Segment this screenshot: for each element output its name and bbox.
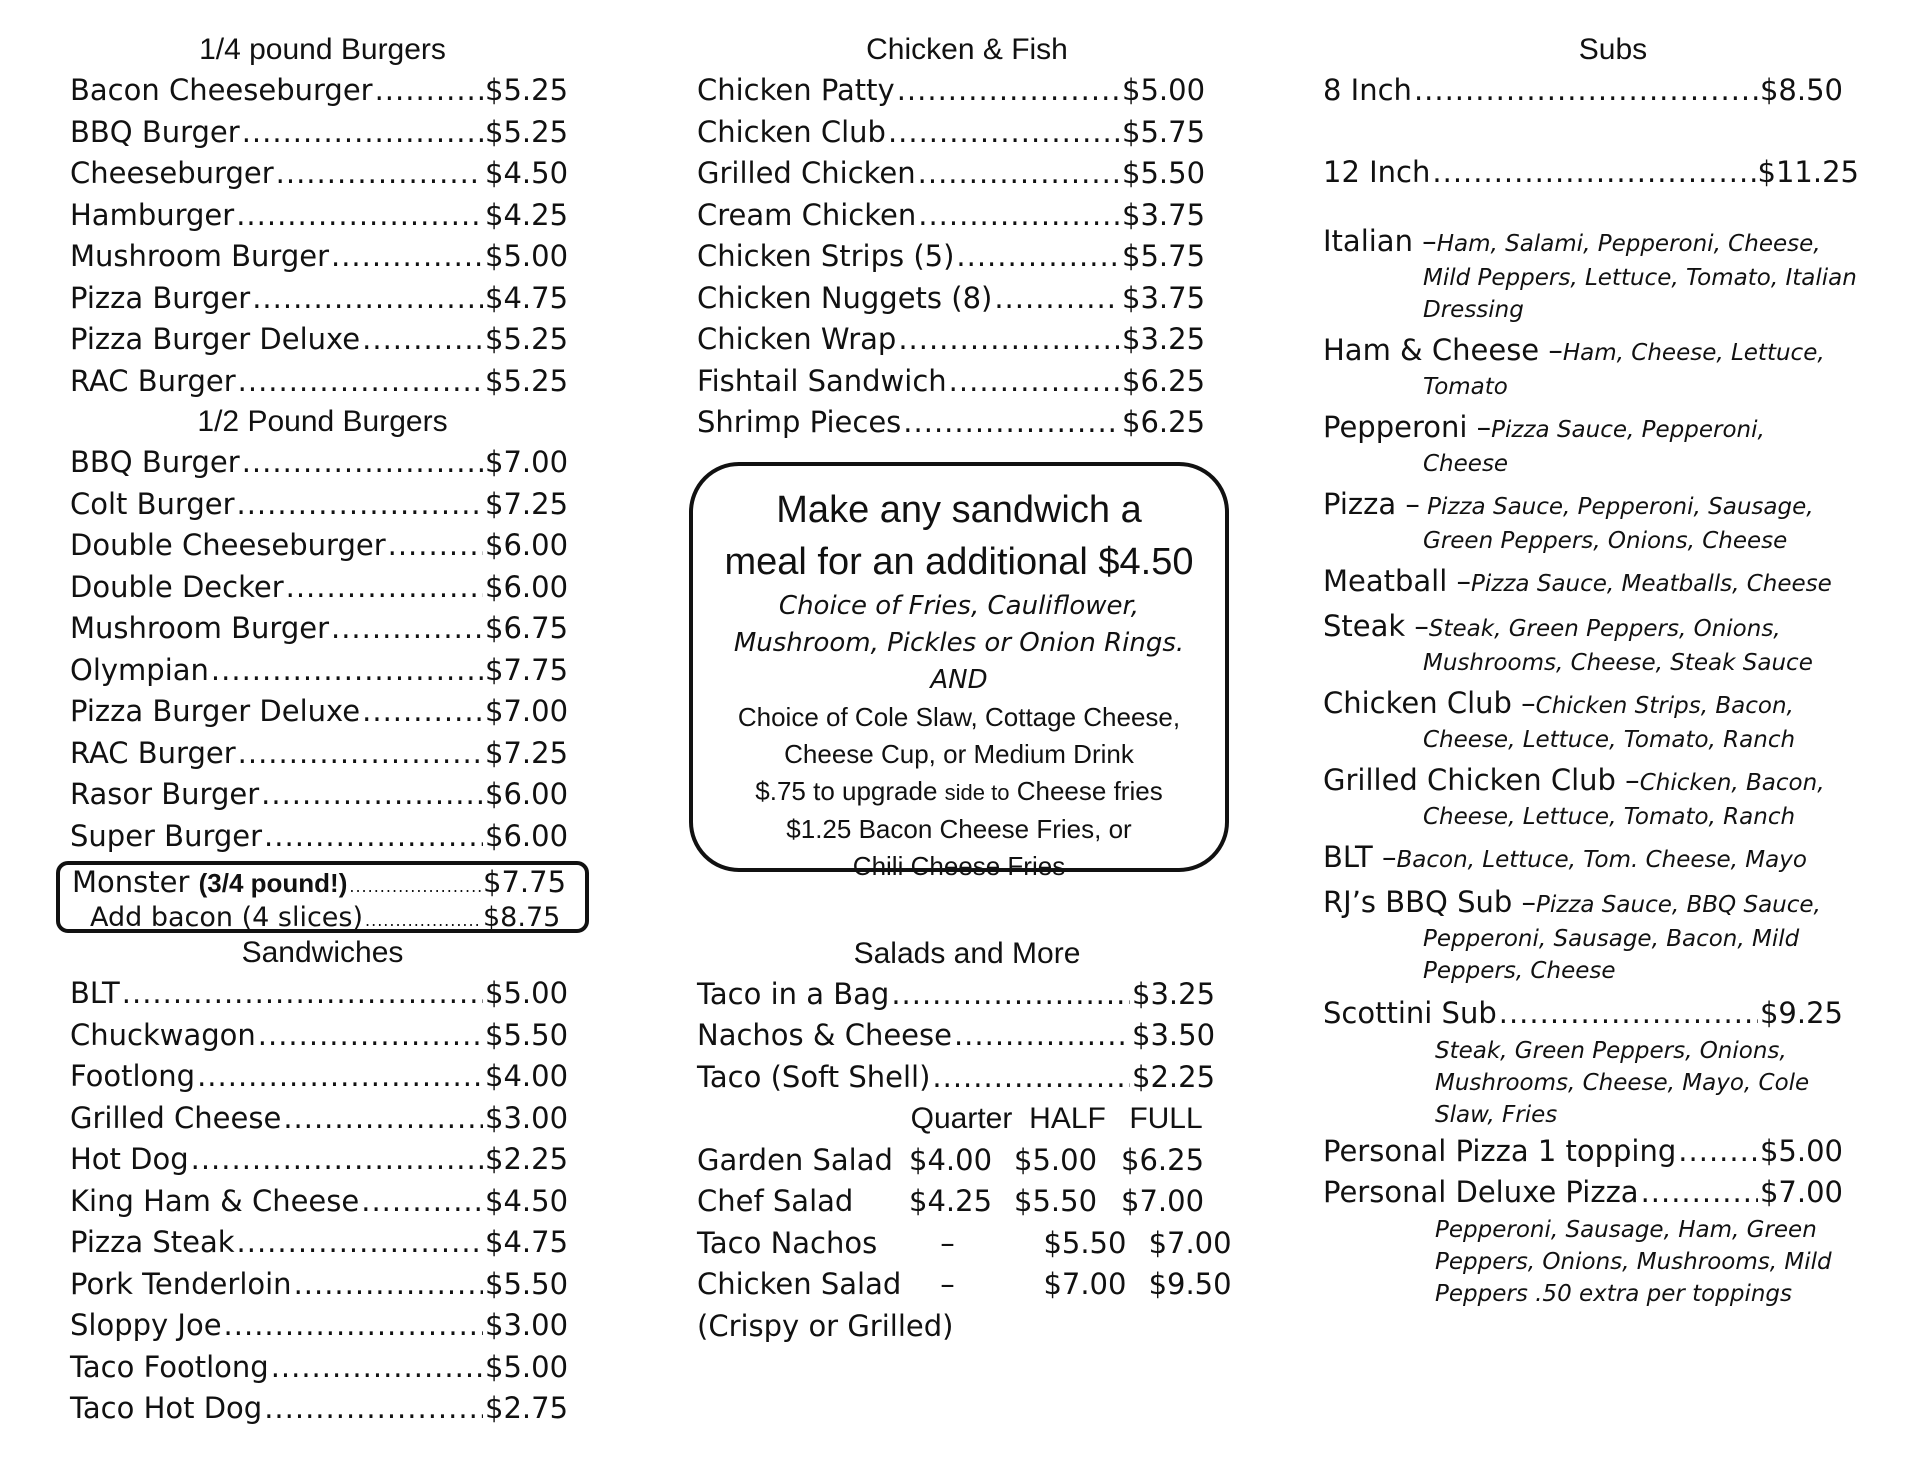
leader-dots — [242, 442, 483, 484]
item-name: Chicken Club — [697, 114, 886, 149]
item-name: Pizza Steak — [70, 1225, 235, 1259]
item-name: Chicken Patty — [697, 73, 895, 107]
menu-item — [70, 1264, 575, 1306]
item-name: Chicken Wrap — [697, 322, 897, 356]
sub-size-12-inch — [1323, 152, 1859, 194]
item-note: (3/4 pound!) — [198, 868, 348, 898]
item-price: $2.25 — [1132, 1059, 1216, 1094]
column-chicken-salads — [697, 30, 1237, 1347]
leader-dots — [949, 361, 1120, 403]
item-name: RAC Burger — [70, 363, 236, 398]
monster-burger-box — [56, 861, 589, 933]
sub-name: RJ’s BBQ Sub – — [1323, 885, 1536, 919]
item-name: 8 Inch — [1323, 73, 1412, 107]
item-name: Taco (Soft Shell) — [697, 1059, 931, 1094]
item-name: Pizza Burger Deluxe — [70, 322, 361, 356]
item-price: $4.25 — [485, 197, 569, 232]
item-price: $11.25 — [1757, 154, 1859, 189]
sub-name: Meatball – — [1323, 564, 1472, 598]
item-name: Rasor Burger — [70, 777, 260, 811]
item-price: $5.25 — [485, 322, 569, 356]
leader-dots — [237, 1222, 483, 1264]
item-price: $3.25 — [1132, 976, 1216, 1011]
item-price: $5.00 — [485, 239, 569, 273]
leader-dots — [238, 733, 483, 775]
leader-dots — [122, 973, 483, 1015]
item-name: Chicken Strips (5) — [697, 239, 955, 273]
menu-item — [70, 774, 575, 816]
item-price: $3.75 — [1122, 280, 1206, 315]
meal-choice-1b: Mushroom, Pickles or Onion Rings. — [733, 627, 1185, 658]
item-price: $7.25 — [485, 486, 569, 521]
sized-salad-row — [697, 1223, 1237, 1265]
sub-item — [1323, 762, 1883, 833]
sub-desc: Ham, Salami, Pepperoni, Cheese, — [1436, 231, 1821, 257]
item-price: $3.25 — [1122, 322, 1206, 356]
menu-item-add-bacon — [72, 901, 573, 937]
meal-choice-2b: Cheese Cup, or Medium Drink — [784, 738, 1134, 769]
sized-salad-row — [697, 1140, 1237, 1182]
sub-item — [1323, 608, 1883, 679]
item-price: $6.00 — [485, 777, 569, 811]
item-price: $8.50 — [1759, 73, 1843, 107]
half-burgers-list — [70, 442, 575, 857]
menu-item — [697, 402, 1207, 444]
menu-item — [697, 195, 1207, 237]
sub-desc: Pizza Sauce, Meatballs, Cheese — [1471, 571, 1832, 597]
leader-dots — [252, 278, 483, 320]
item-name: Pizza Burger — [70, 280, 251, 315]
sub-size-8-inch — [1323, 70, 1843, 112]
leader-dots — [1414, 70, 1758, 112]
price-half: $5.50 — [1014, 1184, 1098, 1218]
item-name: Double Cheeseburger — [70, 528, 386, 562]
leader-dots — [1678, 1131, 1758, 1173]
menu-item — [70, 442, 575, 484]
item-price: $5.50 — [1122, 156, 1206, 190]
item-price: $5.00 — [485, 976, 569, 1010]
item-name: Taco Nachos — [697, 1225, 878, 1260]
menu-item — [70, 1015, 575, 1057]
leader-dots — [362, 691, 483, 733]
sandwiches-list — [70, 973, 575, 1430]
menu-item — [70, 1056, 575, 1098]
sub-name: Grilled Chicken Club – — [1323, 763, 1640, 797]
item-name: BBQ Burger — [70, 114, 240, 149]
section-title-chicken-fish: Chicken & Fish — [866, 33, 1068, 66]
item-price: $6.00 — [485, 569, 569, 604]
menu-item-personal-deluxe — [1323, 1172, 1843, 1214]
price-quarter: – — [940, 1267, 955, 1301]
sized-salad-row — [697, 1181, 1237, 1223]
item-price: $5.25 — [485, 363, 569, 398]
menu-item — [70, 608, 575, 650]
menu-item — [697, 112, 1207, 154]
sub-desc-cont: Mild Peppers, Lettuce, Tomato, Italian — [1423, 265, 1857, 291]
item-price: $5.75 — [1122, 114, 1206, 149]
sub-desc-cont: Cheese, Lettuce, Tomato, Ranch — [1423, 727, 1796, 753]
menu-item — [70, 361, 575, 403]
menu-item — [70, 1098, 575, 1140]
leader-dots — [918, 195, 1120, 237]
item-name: Hot Dog — [70, 1142, 189, 1176]
leader-dots — [954, 1015, 1130, 1057]
menu-item — [70, 195, 575, 237]
leader-dots — [362, 319, 483, 361]
item-name: BBQ Burger — [70, 445, 240, 479]
sub-desc-cont: Dressing — [1423, 297, 1524, 323]
item-price: $5.00 — [1759, 1133, 1843, 1168]
item-name: Taco Hot Dog — [70, 1391, 263, 1425]
leader-dots — [388, 525, 483, 567]
sub-item — [1323, 884, 1883, 987]
leader-dots — [918, 153, 1120, 195]
menu-item — [70, 816, 575, 858]
menu-item — [70, 733, 575, 775]
leader-dots — [331, 236, 483, 278]
menu-item — [70, 1139, 575, 1181]
item-name: Chicken Salad — [697, 1267, 902, 1301]
sub-item — [1323, 839, 1883, 878]
item-price: $4.75 — [485, 280, 569, 315]
sub-name: BLT – — [1323, 840, 1397, 874]
price-full: $7.00 — [1121, 1184, 1205, 1218]
price-half: $5.00 — [1014, 1142, 1098, 1177]
menu-item — [70, 1305, 575, 1347]
leader-dots — [238, 361, 483, 403]
item-price: $3.00 — [485, 1308, 569, 1342]
item-price: $2.25 — [485, 1142, 569, 1176]
menu-item-personal-pizza — [1323, 1131, 1843, 1173]
item-price: $6.00 — [485, 528, 569, 562]
leader-dots — [211, 650, 483, 692]
quarter-burgers-list — [70, 70, 575, 402]
item-name: Sloppy Joe — [70, 1308, 222, 1342]
column-subs — [1323, 30, 1883, 1310]
item-price: $5.75 — [1122, 239, 1206, 273]
item-name: Monster — [72, 865, 190, 899]
menu-item — [70, 1388, 575, 1430]
menu-item — [697, 278, 1207, 320]
leader-dots — [903, 402, 1120, 444]
sub-desc-cont: Peppers, Cheese — [1423, 958, 1616, 984]
item-name: Add bacon (4 slices) — [90, 902, 364, 933]
item-price: $5.50 — [485, 1266, 569, 1301]
item-price: $3.50 — [1132, 1018, 1216, 1052]
price-quarter: – — [940, 1225, 955, 1260]
menu-item — [697, 1057, 1217, 1099]
leader-dots — [888, 112, 1120, 154]
sub-item — [1323, 409, 1883, 480]
deluxe-desc-2: Peppers, Onions, Mushrooms, Mild — [1435, 1248, 1832, 1275]
item-price: $7.00 — [485, 694, 569, 728]
sub-name: Pepperoni – — [1323, 410, 1492, 444]
menu-item — [70, 525, 575, 567]
leader-dots — [197, 1056, 483, 1098]
leader-dots — [375, 70, 483, 112]
sized-salad-row — [697, 1264, 1237, 1306]
scottini-desc-1: Steak, Green Peppers, Onions, — [1435, 1037, 1787, 1064]
item-name: Shrimp Pieces — [697, 405, 902, 439]
leader-dots — [264, 816, 483, 858]
sub-desc: Chicken, Bacon, — [1639, 770, 1825, 796]
item-name: Personal Deluxe Pizza — [1323, 1175, 1639, 1209]
item-price: $2.75 — [485, 1391, 569, 1425]
leader-dots — [261, 774, 483, 816]
leader-dots — [331, 608, 483, 650]
deluxe-desc-3: Peppers .50 extra per toppings — [1435, 1280, 1793, 1307]
leader-dots — [271, 1347, 483, 1389]
item-name: Bacon Cheeseburger — [70, 73, 373, 107]
leader-dots — [349, 870, 481, 904]
item-name: 12 Inch — [1323, 154, 1431, 189]
leader-dots — [276, 153, 483, 195]
item-name: Chef Salad — [697, 1184, 854, 1218]
item-name: Super Burger — [70, 818, 263, 853]
sub-desc: Pizza Sauce, Pepperoni, — [1491, 417, 1765, 443]
scottini-desc-3: Slaw, Fries — [1435, 1101, 1558, 1128]
item-price: $7.00 — [1759, 1175, 1843, 1209]
leader-dots — [932, 1057, 1130, 1099]
menu-item — [70, 691, 575, 733]
sub-desc: Ham, Cheese, Lettuce, — [1562, 340, 1825, 366]
item-price: $5.25 — [485, 114, 569, 149]
item-name: Grilled Cheese — [70, 1100, 282, 1135]
item-name: Hamburger — [70, 197, 235, 232]
salads-list — [697, 974, 1237, 1099]
sub-desc-cont: Cheese — [1423, 451, 1509, 477]
chicken-salad-note: (Crispy or Grilled) — [697, 1308, 954, 1343]
item-name: Chuckwagon — [70, 1017, 256, 1052]
meal-headline-2: meal for an additional $4.50 — [724, 540, 1194, 583]
item-price: $5.00 — [485, 1349, 569, 1384]
menu-item — [70, 567, 575, 609]
meal-choice-2a: Choice of Cole Slaw, Cottage Cheese, — [737, 701, 1181, 732]
sub-item — [1323, 223, 1883, 326]
menu-item — [697, 319, 1207, 361]
subs-list — [1323, 223, 1883, 987]
item-price: $6.00 — [485, 818, 569, 853]
leader-dots — [224, 1305, 483, 1347]
size-header-quarter: Quarter — [910, 1102, 1013, 1135]
leader-dots — [236, 195, 483, 237]
menu-item — [70, 319, 575, 361]
size-header-half: HALF — [1029, 1102, 1106, 1135]
sub-desc-cont: Cheese, Lettuce, Tomato, Ranch — [1423, 804, 1796, 830]
leader-dots — [286, 567, 483, 609]
menu-item — [70, 236, 575, 278]
menu-item — [70, 153, 575, 195]
item-name: RAC Burger — [70, 735, 236, 770]
item-name: King Ham & Cheese — [70, 1183, 360, 1218]
upgrade-text: $.75 to upgrade — [755, 775, 938, 806]
price-half: $7.00 — [1043, 1267, 1127, 1301]
leader-dots — [1641, 1172, 1758, 1214]
item-price: $5.00 — [1122, 73, 1206, 107]
menu-item-scottini — [1323, 993, 1843, 1035]
item-name: Cheeseburger — [70, 156, 274, 190]
section-title-subs: Subs — [1578, 33, 1648, 66]
sub-item — [1323, 685, 1883, 756]
sub-desc-cont: Pepperoni, Sausage, Bacon, Mild — [1423, 926, 1800, 952]
leader-dots — [294, 1264, 483, 1306]
item-name: Cream Chicken — [697, 197, 917, 232]
item-price: $6.25 — [1122, 405, 1206, 439]
leader-dots — [361, 1181, 483, 1223]
item-price: $4.75 — [485, 1225, 569, 1259]
leader-dots — [283, 1098, 483, 1140]
item-name: Double Decker — [70, 569, 284, 604]
meal-choice-1a: Choice of Fries, Cauliflower, — [778, 590, 1140, 621]
leader-dots — [897, 70, 1120, 112]
leader-dots — [258, 1015, 483, 1057]
menu-item — [70, 650, 575, 692]
sized-salads-grid — [697, 1140, 1237, 1306]
sub-name: Chicken Club – — [1323, 686, 1536, 720]
leader-dots — [1432, 152, 1755, 194]
menu-item — [70, 1347, 575, 1389]
meal-and: AND — [930, 664, 988, 695]
sub-desc: Pizza Sauce, Pepperoni, Sausage, — [1419, 494, 1814, 520]
item-price: $7.00 — [485, 445, 569, 479]
item-name: Pizza Burger Deluxe — [70, 694, 361, 728]
sub-name: Ham & Cheese – — [1323, 333, 1563, 367]
meal-upgrade-3: Chili Cheese Fries — [852, 850, 1066, 881]
item-name: Taco Footlong — [70, 1349, 269, 1384]
menu-item — [70, 1222, 575, 1264]
item-price: $7.75 — [485, 652, 569, 687]
sub-desc: Chicken Strips, Bacon, — [1535, 693, 1794, 719]
item-price: $4.50 — [485, 1183, 569, 1218]
price-full: $9.50 — [1148, 1267, 1232, 1301]
scottini-desc-2: Mushrooms, Cheese, Mayo, Cole — [1435, 1069, 1810, 1096]
menu-item — [70, 973, 575, 1015]
meal-upgrade-2: $1.25 Bacon Cheese Fries, or — [786, 813, 1132, 844]
sub-desc-cont: Green Peppers, Onions, Cheese — [1423, 528, 1788, 554]
leader-dots — [994, 278, 1120, 320]
menu-item — [70, 112, 575, 154]
item-name: Taco in a Bag — [697, 976, 890, 1011]
menu-item — [70, 1181, 575, 1223]
sub-name: Steak – — [1323, 609, 1429, 643]
menu-item — [697, 70, 1207, 112]
item-name: Footlong — [70, 1059, 196, 1093]
item-name: Colt Burger — [70, 486, 235, 521]
leader-dots — [264, 1388, 483, 1430]
sub-desc-cont: Tomato — [1423, 374, 1508, 400]
item-price: $6.25 — [1122, 363, 1206, 398]
menu-item — [70, 278, 575, 320]
sub-item — [1323, 486, 1883, 557]
item-price: $6.75 — [485, 611, 569, 645]
item-price: $3.75 — [1122, 197, 1206, 232]
size-header-row — [697, 1098, 1237, 1140]
sub-desc: Pizza Sauce, BBQ Sauce, — [1536, 892, 1821, 918]
item-price: $8.75 — [483, 902, 561, 933]
meal-upgrade-1 — [693, 773, 1225, 811]
section-title-salads: Salads and More — [853, 936, 1081, 970]
deluxe-desc-1: Pepperoni, Sausage, Ham, Green — [1435, 1216, 1817, 1243]
section-title-quarter-burgers: 1/4 pound Burgers — [199, 33, 446, 66]
upgrade-small-text: side to — [944, 779, 1010, 805]
item-price: $9.25 — [1759, 996, 1843, 1030]
meal-deal-box — [689, 462, 1229, 881]
leader-dots — [898, 319, 1120, 361]
menu-item-monster — [72, 865, 573, 901]
item-price: $3.00 — [485, 1100, 569, 1135]
item-price: $4.50 — [485, 156, 569, 190]
price-full: $6.25 — [1121, 1142, 1205, 1177]
sub-item — [1323, 563, 1883, 602]
menu-item — [70, 70, 575, 112]
item-name: Nachos & Cheese — [697, 1018, 952, 1052]
price-quarter: $4.25 — [909, 1184, 993, 1218]
sub-desc: Steak, Green Peppers, Onions, — [1428, 616, 1781, 642]
size-header-full: FULL — [1129, 1102, 1203, 1135]
price-quarter: $4.00 — [909, 1142, 993, 1177]
item-price: $7.25 — [485, 735, 569, 770]
menu-item — [697, 361, 1207, 403]
item-price: $4.00 — [485, 1059, 569, 1093]
item-name: Mushroom Burger — [70, 611, 329, 645]
sub-name: Italian – — [1323, 224, 1437, 258]
menu-item — [697, 236, 1207, 278]
section-title-half-burgers: 1/2 Pound Burgers — [197, 405, 448, 438]
item-name: Personal Pizza 1 topping — [1323, 1133, 1677, 1168]
item-name: Pork Tenderloin — [70, 1266, 292, 1301]
item-name: BLT — [70, 976, 120, 1010]
price-half: $5.50 — [1043, 1225, 1127, 1260]
chicken-fish-list — [697, 70, 1237, 444]
meal-headline-1: Make any sandwich a — [776, 488, 1142, 531]
column-burgers-sandwiches — [70, 30, 575, 1430]
menu-item — [70, 484, 575, 526]
item-price: $5.50 — [485, 1017, 569, 1052]
item-name: Fishtail Sandwich — [697, 363, 947, 398]
item-name: Grilled Chicken — [697, 156, 916, 190]
sub-item — [1323, 332, 1883, 403]
item-price: $7.75 — [483, 865, 567, 899]
price-full: $7.00 — [1148, 1225, 1232, 1260]
leader-dots — [237, 484, 484, 526]
item-name: Garden Salad — [697, 1142, 893, 1177]
menu-item — [697, 1015, 1217, 1057]
item-name: Chicken Nuggets (8) — [697, 280, 993, 315]
item-name: Mushroom Burger — [70, 239, 329, 273]
menu-item — [697, 153, 1207, 195]
leader-dots — [891, 974, 1130, 1016]
item-name: Olympian — [70, 652, 209, 687]
leader-dots — [191, 1139, 483, 1181]
leader-dots — [956, 236, 1120, 278]
item-name: Scottini Sub — [1323, 996, 1497, 1030]
upgrade-text-end: Cheese fries — [1016, 775, 1163, 806]
section-title-sandwiches: Sandwiches — [241, 936, 404, 969]
menu-item — [697, 974, 1217, 1016]
sub-name: Pizza – — [1323, 487, 1420, 521]
sub-desc: Bacon, Lettuce, Tom. Cheese, Mayo — [1396, 847, 1807, 873]
leader-dots — [242, 112, 483, 154]
item-price: $5.25 — [485, 73, 569, 107]
sub-desc-cont: Mushrooms, Cheese, Steak Sauce — [1423, 650, 1813, 676]
leader-dots — [1499, 993, 1758, 1035]
